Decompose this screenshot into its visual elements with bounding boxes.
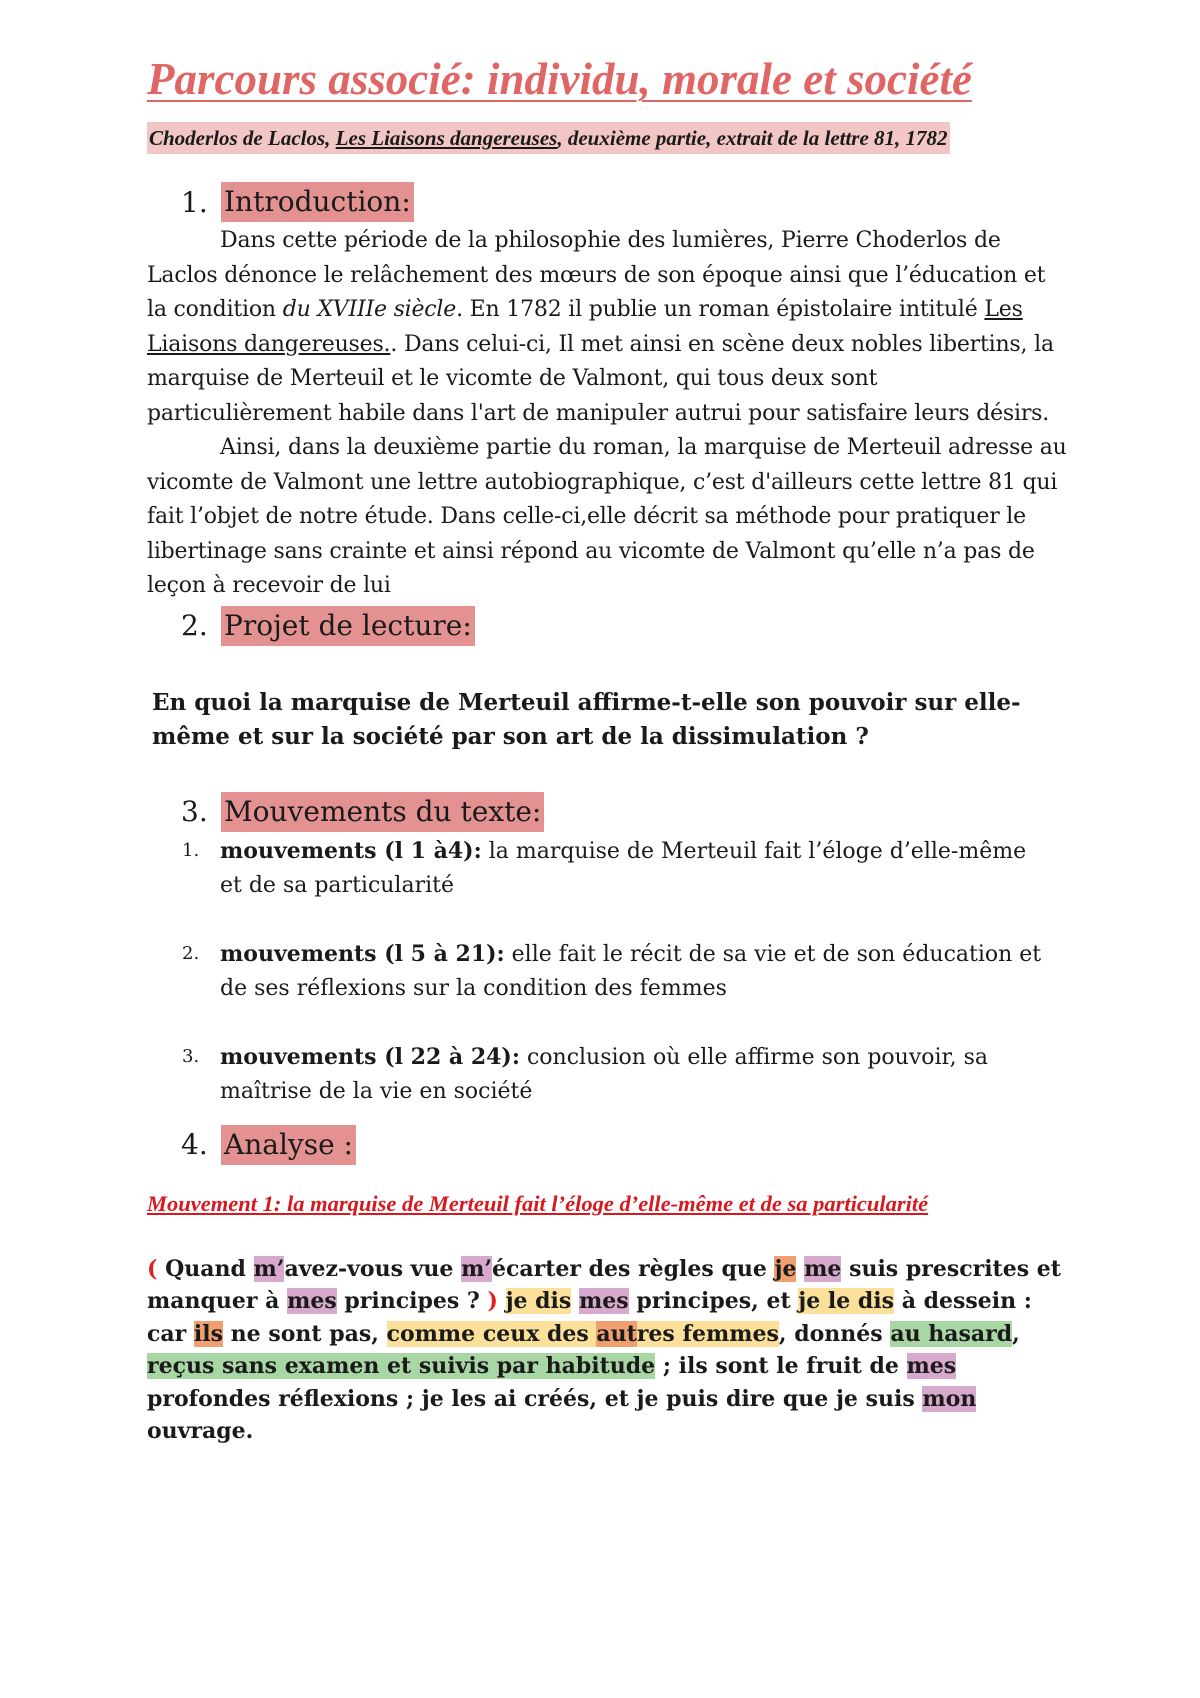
highlight-comparison: comme ceux des bbox=[386, 1320, 597, 1347]
reading-question: En quoi la marquise de Merteuil affirme-t-elle son pouvoir sur elle-même et sur la société par son art de la dissimulation ? bbox=[152, 688, 1021, 750]
highlight-subject: je dis bbox=[505, 1288, 572, 1314]
highlight-comparison-mid: aut bbox=[596, 1320, 637, 1347]
movement-text bbox=[220, 1040, 1050, 1109]
movement-label: mouvements (l 22 à 24): bbox=[220, 1043, 520, 1070]
movement-number: 3. bbox=[182, 1045, 200, 1067]
section-heading-analyse bbox=[181, 1123, 1067, 1167]
highlight-pronoun: m’ bbox=[461, 1255, 492, 1282]
movement-number: 2. bbox=[182, 942, 200, 964]
source-reference bbox=[147, 118, 1067, 158]
movement-number: 1. bbox=[182, 839, 200, 861]
highlight-possessive: mon bbox=[922, 1385, 977, 1412]
excerpt-text: ouvrage. bbox=[147, 1418, 254, 1444]
excerpt-text: Quand bbox=[165, 1255, 254, 1282]
excerpt-text: ; ils sont le fruit de bbox=[655, 1353, 907, 1379]
highlight-possessive: mes bbox=[287, 1288, 337, 1314]
movement-item bbox=[147, 834, 1067, 903]
excerpt-text: suis prescrites et manquer à bbox=[147, 1255, 1061, 1314]
excerpt-text: principes, et bbox=[628, 1288, 799, 1314]
source-details: , deuxième partie, extrait de la lettre 81, 1782 bbox=[557, 126, 948, 150]
excerpt-text: ne sont pas, bbox=[223, 1320, 387, 1347]
section-label: Mouvements du texte: bbox=[221, 792, 544, 832]
work-title: Les Liaisons dangereuses bbox=[335, 126, 558, 150]
section-label: Introduction: bbox=[221, 182, 414, 222]
movement-description: la marquise de Merteuil fait l’éloge d’elle-même et de sa particularité bbox=[220, 838, 1027, 898]
intro-paragraph-1 bbox=[147, 224, 1067, 431]
section-label: Analyse : bbox=[221, 1125, 356, 1165]
section-number: 2. bbox=[181, 609, 208, 642]
intro-italic-text: du XVIIIe siècle bbox=[282, 297, 457, 322]
source-highlight bbox=[147, 122, 950, 154]
page-title: Parcours associé: individu, morale et société bbox=[147, 54, 972, 104]
author-name: Choderlos de Laclos, bbox=[149, 126, 336, 150]
movement-label: mouvements (l 5 à 21): bbox=[220, 940, 505, 967]
movement-item bbox=[147, 937, 1067, 1006]
movement-label: mouvements (l 1 à4): bbox=[220, 837, 482, 864]
highlight-subject: ils bbox=[193, 1320, 224, 1347]
parenthesis-open: ( bbox=[147, 1255, 166, 1282]
highlight-possessive: mes bbox=[906, 1353, 957, 1379]
highlight-possessive: mes bbox=[578, 1288, 629, 1314]
movement-item bbox=[147, 1040, 1067, 1109]
intro-work-title: Les Liaisons dangereuses. bbox=[147, 297, 1023, 357]
highlight-pronoun: m’ bbox=[253, 1255, 285, 1282]
document-page bbox=[147, 48, 1067, 1448]
highlight-subject: je bbox=[774, 1255, 797, 1282]
excerpt-text: avez-vous vue bbox=[284, 1255, 462, 1282]
movement-text bbox=[220, 937, 1050, 1006]
excerpt-text: , donnés bbox=[778, 1320, 891, 1347]
highlight-subject: je le dis bbox=[798, 1288, 895, 1314]
excerpt-text bbox=[571, 1288, 579, 1314]
intro-text: . Dans celui-ci, Il met ainsi en scène deux nobles libertins, la marquise de Merteuil et le vicomte de Valmont, qui tous deux sont particulièrement habile dans l'art de manipuler autrui pour satisfaire leurs désirs. bbox=[147, 331, 1054, 426]
excerpt-text: profondes réflexions ; je les ai créés, et je puis dire que je suis bbox=[147, 1385, 923, 1412]
movement-1-heading: Mouvement 1: la marquise de Merteuil fait l’éloge d’elle-même et de sa particularité bbox=[147, 1190, 929, 1216]
excerpt-text bbox=[796, 1256, 804, 1282]
excerpt-text: à dessein : car bbox=[147, 1288, 1032, 1347]
section-heading-introduction bbox=[181, 180, 1067, 224]
movement-description: elle fait le récit de sa vie et de son éducation et de ses réflexions sur la condition des femmes bbox=[220, 941, 1042, 1001]
highlight-comparison: res femmes bbox=[636, 1320, 779, 1347]
section-heading-mouvements bbox=[181, 790, 1067, 834]
section-label: Projet de lecture: bbox=[221, 606, 475, 646]
movement-description: conclusion où elle affirme son pouvoir, sa maîtrise de la vie en société bbox=[220, 1044, 989, 1104]
excerpt-text: écarter des règles que bbox=[492, 1255, 775, 1282]
parenthesis-close: ) bbox=[487, 1288, 498, 1314]
highlight-pronoun: me bbox=[804, 1255, 842, 1282]
excerpt-text: , bbox=[1012, 1320, 1020, 1347]
intro-text: . En 1782 il publie un roman épistolaire intitulé bbox=[456, 297, 985, 322]
section-heading-projet bbox=[181, 604, 1067, 648]
highlight-manner: au hasard bbox=[890, 1320, 1013, 1347]
intro-text: Dans cette période de la philosophie des lumières, Pierre Choderlos de Laclos dénonce le relâchement des mœurs de son époque ainsi que l’éducation et la condition bbox=[147, 228, 1046, 322]
excerpt-text bbox=[498, 1288, 506, 1314]
highlight-manner: reçus sans examen et suivis par habitude bbox=[147, 1353, 656, 1379]
movement-text bbox=[220, 834, 1050, 903]
movements-list bbox=[147, 834, 1067, 1109]
section-number: 4. bbox=[181, 1128, 208, 1161]
excerpt-text: principes ? bbox=[336, 1288, 488, 1314]
section-number: 3. bbox=[181, 795, 208, 828]
section-number: 1. bbox=[181, 185, 208, 219]
intro-paragraph-2: Ainsi, dans la deuxième partie du roman, la marquise de Merteuil adresse au vicomte de Valmont une lettre autobiographique, c’est d'ailleurs cette lettre 81 qui fait l’objet de notre étude. Dans celle-ci,elle décrit sa méthode pour pratiquer le libertinage sans crainte et ainsi répond au vicomte de Valmont qu’elle n’a pas de leçon à recevoir de lui bbox=[147, 435, 1067, 598]
analysed-excerpt bbox=[147, 1253, 1077, 1448]
